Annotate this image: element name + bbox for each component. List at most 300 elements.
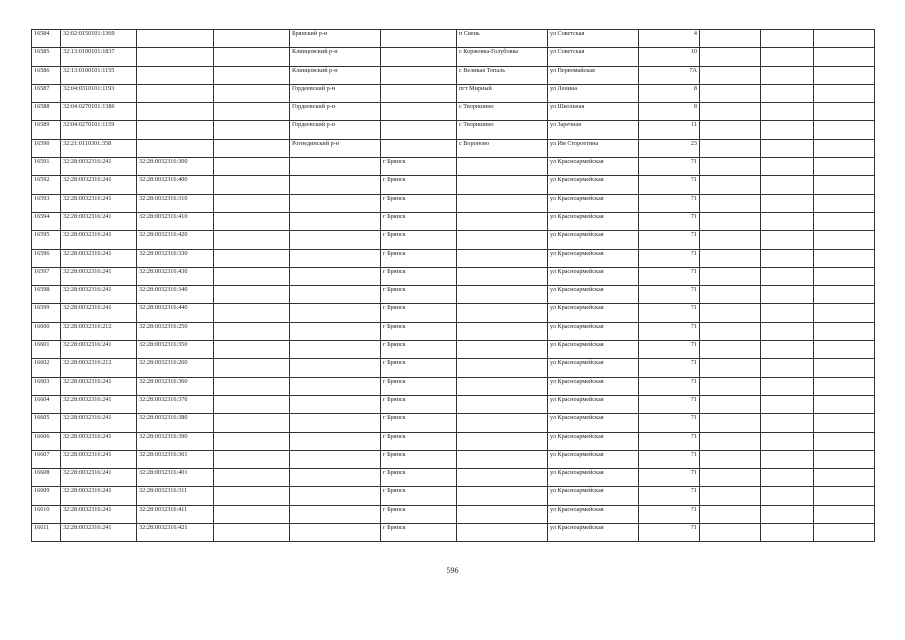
object-cadastral-number-cell: 32:28:0032316:401 <box>137 469 214 487</box>
cell-col-4 <box>214 176 290 194</box>
street-cell: ул Заречная <box>548 121 639 139</box>
cadastral-number-cell: 32:28:0032316:241 <box>61 304 137 322</box>
row-number-cell: 16606 <box>32 432 61 450</box>
city-cell: г Брянск <box>381 395 457 413</box>
cell-col-10 <box>700 377 761 395</box>
settlement-cell <box>457 267 548 285</box>
cell-col-11 <box>761 450 814 468</box>
city-cell: г Брянск <box>381 524 457 542</box>
row-number-cell: 16611 <box>32 524 61 542</box>
table-row <box>32 249 875 267</box>
settlement-cell <box>457 286 548 304</box>
street-cell: ул Красноармейская <box>548 231 639 249</box>
cell-col-12 <box>814 249 875 267</box>
cadastral-number-cell: 32:28:0032316:241 <box>61 212 137 230</box>
district-cell <box>290 341 381 359</box>
street-cell: ул Красноармейская <box>548 395 639 413</box>
object-cadastral-number-cell <box>137 48 214 66</box>
cadastral-number-cell: 32:02:0150101:1369 <box>61 30 137 48</box>
cadastral-number-cell: 32:28:0032316:241 <box>61 231 137 249</box>
city-cell: г Брянск <box>381 505 457 523</box>
cell-col-4 <box>214 194 290 212</box>
cell-col-12 <box>814 194 875 212</box>
row-number-cell: 16589 <box>32 121 61 139</box>
row-number-cell: 16584 <box>32 30 61 48</box>
row-number-cell: 16609 <box>32 487 61 505</box>
street-cell: ул Красноармейская <box>548 469 639 487</box>
row-number-cell: 16607 <box>32 450 61 468</box>
cell-col-10 <box>700 359 761 377</box>
district-cell <box>290 231 381 249</box>
object-cadastral-number-cell: 32:28:0032316:300 <box>137 158 214 176</box>
row-number-cell: 16610 <box>32 505 61 523</box>
cell-col-10 <box>700 414 761 432</box>
cell-col-12 <box>814 469 875 487</box>
settlement-cell <box>457 322 548 340</box>
cadastral-number-cell: 32:28:0032316:212 <box>61 322 137 340</box>
object-cadastral-number-cell: 32:28:0032316:301 <box>137 450 214 468</box>
city-cell: г Брянск <box>381 158 457 176</box>
district-cell <box>290 249 381 267</box>
house-number-cell: 11 <box>639 121 700 139</box>
cadastral-number-cell: 32:28:0032316:241 <box>61 450 137 468</box>
cell-col-11 <box>761 249 814 267</box>
cell-col-11 <box>761 48 814 66</box>
district-cell <box>290 487 381 505</box>
cell-col-12 <box>814 450 875 468</box>
cell-col-10 <box>700 267 761 285</box>
cell-col-4 <box>214 249 290 267</box>
row-number-cell: 16592 <box>32 176 61 194</box>
street-cell: ул Советская <box>548 48 639 66</box>
city-cell: г Брянск <box>381 304 457 322</box>
cell-col-10 <box>700 341 761 359</box>
cell-col-11 <box>761 487 814 505</box>
settlement-cell <box>457 432 548 450</box>
cadastral-number-cell: 32:28:0032316:241 <box>61 487 137 505</box>
settlement-cell <box>457 377 548 395</box>
row-number-cell: 16602 <box>32 359 61 377</box>
district-cell <box>290 304 381 322</box>
house-number-cell: 71 <box>639 359 700 377</box>
cell-col-12 <box>814 487 875 505</box>
cell-col-10 <box>700 395 761 413</box>
table-row <box>32 84 875 102</box>
settlement-cell <box>457 450 548 468</box>
row-number-cell: 16588 <box>32 103 61 121</box>
settlement-cell <box>457 524 548 542</box>
object-cadastral-number-cell: 32:28:0032316:421 <box>137 524 214 542</box>
object-cadastral-number-cell: 32:28:0032316:430 <box>137 267 214 285</box>
cell-col-4 <box>214 469 290 487</box>
object-cadastral-number-cell <box>137 66 214 84</box>
cell-col-11 <box>761 341 814 359</box>
street-cell: ул Красноармейская <box>548 450 639 468</box>
city-cell <box>381 84 457 102</box>
district-cell: Гордеевский р-н <box>290 121 381 139</box>
cell-col-10 <box>700 103 761 121</box>
settlement-cell <box>457 487 548 505</box>
street-cell: ул Советская <box>548 30 639 48</box>
house-number-cell: 71 <box>639 176 700 194</box>
cell-col-12 <box>814 48 875 66</box>
house-number-cell: 71 <box>639 267 700 285</box>
district-cell: Гордеевский р-н <box>290 103 381 121</box>
table-row <box>32 139 875 157</box>
street-cell: ул Красноармейская <box>548 377 639 395</box>
row-number-cell: 16604 <box>32 395 61 413</box>
table-row <box>32 414 875 432</box>
cell-col-4 <box>214 103 290 121</box>
city-cell: г Брянск <box>381 194 457 212</box>
table-row <box>32 176 875 194</box>
table-row <box>32 524 875 542</box>
house-number-cell: 71 <box>639 194 700 212</box>
settlement-cell <box>457 194 548 212</box>
cell-col-10 <box>700 322 761 340</box>
house-number-cell: 8 <box>639 103 700 121</box>
district-cell <box>290 267 381 285</box>
cell-col-10 <box>700 487 761 505</box>
table-row <box>32 304 875 322</box>
city-cell: г Брянск <box>381 377 457 395</box>
district-cell: Клинцовский р-н <box>290 48 381 66</box>
row-number-cell: 16585 <box>32 48 61 66</box>
district-cell <box>290 212 381 230</box>
cadastral-number-cell: 32:28:0032316:241 <box>61 341 137 359</box>
house-number-cell: 71 <box>639 487 700 505</box>
city-cell <box>381 139 457 157</box>
district-cell <box>290 322 381 340</box>
cell-col-10 <box>700 469 761 487</box>
cadastral-number-cell: 32:28:0032316:241 <box>61 176 137 194</box>
table-row <box>32 30 875 48</box>
cell-col-4 <box>214 341 290 359</box>
house-number-cell: 71 <box>639 322 700 340</box>
settlement-cell <box>457 176 548 194</box>
city-cell <box>381 30 457 48</box>
settlement-cell: с Творишино <box>457 103 548 121</box>
row-number-cell: 16601 <box>32 341 61 359</box>
cell-col-4 <box>214 158 290 176</box>
table-row <box>32 231 875 249</box>
cell-col-12 <box>814 395 875 413</box>
settlement-cell: с Творишино <box>457 121 548 139</box>
page-number: 596 <box>446 566 459 575</box>
district-cell: Рогнединский р-н <box>290 139 381 157</box>
city-cell <box>381 121 457 139</box>
cell-col-4 <box>214 359 290 377</box>
street-cell: ул Красноармейская <box>548 158 639 176</box>
city-cell <box>381 48 457 66</box>
object-cadastral-number-cell: 32:28:0032316:420 <box>137 231 214 249</box>
cell-col-11 <box>761 524 814 542</box>
cell-col-11 <box>761 505 814 523</box>
cell-col-4 <box>214 524 290 542</box>
settlement-cell: с Великая Топаль <box>457 66 548 84</box>
cell-col-11 <box>761 30 814 48</box>
table-row <box>32 505 875 523</box>
street-cell: ул Красноармейская <box>548 524 639 542</box>
cell-col-10 <box>700 212 761 230</box>
house-number-cell: 71 <box>639 212 700 230</box>
cell-col-4 <box>214 450 290 468</box>
cell-col-12 <box>814 231 875 249</box>
settlement-cell: п Свень <box>457 30 548 48</box>
cadastral-number-cell: 32:28:0032316:212 <box>61 359 137 377</box>
cell-col-11 <box>761 103 814 121</box>
cell-col-4 <box>214 267 290 285</box>
object-cadastral-number-cell: 32:28:0032316:250 <box>137 322 214 340</box>
cadastral-number-cell: 32:13:0100101:1155 <box>61 66 137 84</box>
cell-col-10 <box>700 231 761 249</box>
cadastral-number-cell: 32:28:0032316:241 <box>61 158 137 176</box>
cadastral-number-cell: 32:04:0270101:1159 <box>61 121 137 139</box>
cell-col-10 <box>700 432 761 450</box>
street-cell: ул Школьная <box>548 103 639 121</box>
district-cell <box>290 377 381 395</box>
city-cell: г Брянск <box>381 176 457 194</box>
cell-col-4 <box>214 414 290 432</box>
cadastral-number-cell: 32:28:0032316:241 <box>61 377 137 395</box>
row-number-cell: 16591 <box>32 158 61 176</box>
house-number-cell: 71 <box>639 377 700 395</box>
cell-col-11 <box>761 84 814 102</box>
table-row <box>32 48 875 66</box>
city-cell: г Брянск <box>381 322 457 340</box>
house-number-cell: 71 <box>639 505 700 523</box>
row-number-cell: 16587 <box>32 84 61 102</box>
settlement-cell: с Вороново <box>457 139 548 157</box>
district-cell <box>290 158 381 176</box>
cadastral-number-cell: 32:04:0270101:1386 <box>61 103 137 121</box>
cell-col-4 <box>214 84 290 102</box>
district-cell <box>290 176 381 194</box>
cell-col-12 <box>814 432 875 450</box>
row-number-cell: 16595 <box>32 231 61 249</box>
row-number-cell: 16590 <box>32 139 61 157</box>
city-cell: г Брянск <box>381 487 457 505</box>
object-cadastral-number-cell: 32:28:0032316:390 <box>137 432 214 450</box>
street-cell: ул Красноармейская <box>548 341 639 359</box>
cell-col-4 <box>214 395 290 413</box>
cell-col-4 <box>214 66 290 84</box>
cell-col-4 <box>214 377 290 395</box>
settlement-cell <box>457 158 548 176</box>
house-number-cell: 71 <box>639 469 700 487</box>
cadastral-number-cell: 32:28:0032316:241 <box>61 432 137 450</box>
object-cadastral-number-cell <box>137 139 214 157</box>
street-cell: ул Красноармейская <box>548 304 639 322</box>
cell-col-4 <box>214 304 290 322</box>
object-cadastral-number-cell: 32:28:0032316:370 <box>137 395 214 413</box>
street-cell: ул Красноармейская <box>548 267 639 285</box>
street-cell: ул Красноармейская <box>548 359 639 377</box>
cell-col-10 <box>700 505 761 523</box>
object-cadastral-number-cell: 32:28:0032316:310 <box>137 194 214 212</box>
settlement-cell <box>457 414 548 432</box>
cell-col-12 <box>814 103 875 121</box>
object-cadastral-number-cell: 32:28:0032316:360 <box>137 377 214 395</box>
cell-col-11 <box>761 66 814 84</box>
object-cadastral-number-cell <box>137 84 214 102</box>
cell-col-12 <box>814 524 875 542</box>
cell-col-12 <box>814 66 875 84</box>
settlement-cell <box>457 505 548 523</box>
object-cadastral-number-cell: 32:28:0032316:340 <box>137 286 214 304</box>
table-row <box>32 450 875 468</box>
table-row <box>32 194 875 212</box>
object-cadastral-number-cell <box>137 121 214 139</box>
table-row <box>32 395 875 413</box>
street-cell: ул Красноармейская <box>548 194 639 212</box>
cadastral-number-cell: 32:21:0110301:358 <box>61 139 137 157</box>
cell-col-12 <box>814 322 875 340</box>
cell-col-11 <box>761 121 814 139</box>
district-cell <box>290 286 381 304</box>
table-row <box>32 432 875 450</box>
row-number-cell: 16608 <box>32 469 61 487</box>
district-cell <box>290 395 381 413</box>
cell-col-12 <box>814 267 875 285</box>
district-cell <box>290 450 381 468</box>
object-cadastral-number-cell: 32:28:0032316:440 <box>137 304 214 322</box>
street-cell: ул Ленина <box>548 84 639 102</box>
cell-col-4 <box>214 286 290 304</box>
settlement-cell <box>457 359 548 377</box>
cell-col-10 <box>700 450 761 468</box>
cell-col-4 <box>214 432 290 450</box>
house-number-cell: 71 <box>639 524 700 542</box>
house-number-cell: 8 <box>639 84 700 102</box>
registry-table-body <box>32 30 875 542</box>
cell-col-10 <box>700 84 761 102</box>
table-row <box>32 322 875 340</box>
cell-col-12 <box>814 139 875 157</box>
cell-col-11 <box>761 158 814 176</box>
cell-col-10 <box>700 30 761 48</box>
settlement-cell <box>457 231 548 249</box>
house-number-cell: 71 <box>639 231 700 249</box>
row-number-cell: 16597 <box>32 267 61 285</box>
cell-col-11 <box>761 194 814 212</box>
house-number-cell: 71 <box>639 395 700 413</box>
cell-col-10 <box>700 194 761 212</box>
cell-col-11 <box>761 414 814 432</box>
city-cell: г Брянск <box>381 469 457 487</box>
object-cadastral-number-cell: 32:28:0032316:410 <box>137 212 214 230</box>
table-row <box>32 359 875 377</box>
cell-col-10 <box>700 524 761 542</box>
cell-col-11 <box>761 286 814 304</box>
city-cell: г Брянск <box>381 341 457 359</box>
house-number-cell: 71 <box>639 341 700 359</box>
cell-col-12 <box>814 121 875 139</box>
street-cell: ул Красноармейская <box>548 432 639 450</box>
city-cell: г Брянск <box>381 249 457 267</box>
cell-col-11 <box>761 176 814 194</box>
cell-col-12 <box>814 158 875 176</box>
district-cell <box>290 505 381 523</box>
street-cell: ул Красноармейская <box>548 505 639 523</box>
cadastral-number-cell: 32:28:0032316:241 <box>61 524 137 542</box>
house-number-cell: 71 <box>639 249 700 267</box>
cell-col-10 <box>700 286 761 304</box>
cell-col-4 <box>214 30 290 48</box>
object-cadastral-number-cell <box>137 30 214 48</box>
street-cell: ул Красноармейская <box>548 286 639 304</box>
table-row <box>32 487 875 505</box>
house-number-cell: 7А <box>639 66 700 84</box>
row-number-cell: 16596 <box>32 249 61 267</box>
city-cell: г Брянск <box>381 286 457 304</box>
cadastral-number-cell: 32:28:0032316:241 <box>61 505 137 523</box>
object-cadastral-number-cell <box>137 103 214 121</box>
cell-col-10 <box>700 249 761 267</box>
settlement-cell <box>457 212 548 230</box>
street-cell: ул Красноармейская <box>548 212 639 230</box>
cadastral-number-cell: 32:04:0310101:1193 <box>61 84 137 102</box>
cell-col-4 <box>214 139 290 157</box>
cell-col-11 <box>761 267 814 285</box>
row-number-cell: 16586 <box>32 66 61 84</box>
cell-col-4 <box>214 505 290 523</box>
object-cadastral-number-cell: 32:28:0032316:350 <box>137 341 214 359</box>
settlement-cell <box>457 341 548 359</box>
cell-col-11 <box>761 231 814 249</box>
row-number-cell: 16605 <box>32 414 61 432</box>
row-number-cell: 16594 <box>32 212 61 230</box>
street-cell: ул Первомайская <box>548 66 639 84</box>
row-number-cell: 16600 <box>32 322 61 340</box>
settlement-cell <box>457 469 548 487</box>
object-cadastral-number-cell: 32:28:0032316:380 <box>137 414 214 432</box>
table-row <box>32 267 875 285</box>
object-cadastral-number-cell: 32:28:0032316:411 <box>137 505 214 523</box>
city-cell: г Брянск <box>381 212 457 230</box>
cell-col-12 <box>814 377 875 395</box>
table-row <box>32 341 875 359</box>
cadastral-number-cell: 32:13:0100101:1837 <box>61 48 137 66</box>
cell-col-4 <box>214 487 290 505</box>
object-cadastral-number-cell: 32:28:0032316:400 <box>137 176 214 194</box>
street-cell: ул Красноармейская <box>548 249 639 267</box>
settlement-cell: с Коржовка-Голубовка <box>457 48 548 66</box>
row-number-cell: 16598 <box>32 286 61 304</box>
settlement-cell <box>457 249 548 267</box>
row-number-cell: 16603 <box>32 377 61 395</box>
district-cell: Клинцовский р-н <box>290 66 381 84</box>
cadastral-number-cell: 32:28:0032316:241 <box>61 469 137 487</box>
cadastral-number-cell: 32:28:0032316:241 <box>61 286 137 304</box>
house-number-cell: 4 <box>639 30 700 48</box>
cadastral-number-cell: 32:28:0032316:241 <box>61 267 137 285</box>
city-cell: г Брянск <box>381 432 457 450</box>
table-row <box>32 103 875 121</box>
table-row <box>32 66 875 84</box>
cell-col-11 <box>761 322 814 340</box>
cell-col-12 <box>814 505 875 523</box>
district-cell <box>290 414 381 432</box>
house-number-cell: 71 <box>639 432 700 450</box>
city-cell: г Брянск <box>381 414 457 432</box>
cadastral-number-cell: 32:28:0032316:241 <box>61 249 137 267</box>
object-cadastral-number-cell: 32:28:0032316:330 <box>137 249 214 267</box>
settlement-cell <box>457 304 548 322</box>
house-number-cell: 71 <box>639 158 700 176</box>
cell-col-11 <box>761 139 814 157</box>
cadastral-number-cell: 32:28:0032316:241 <box>61 395 137 413</box>
